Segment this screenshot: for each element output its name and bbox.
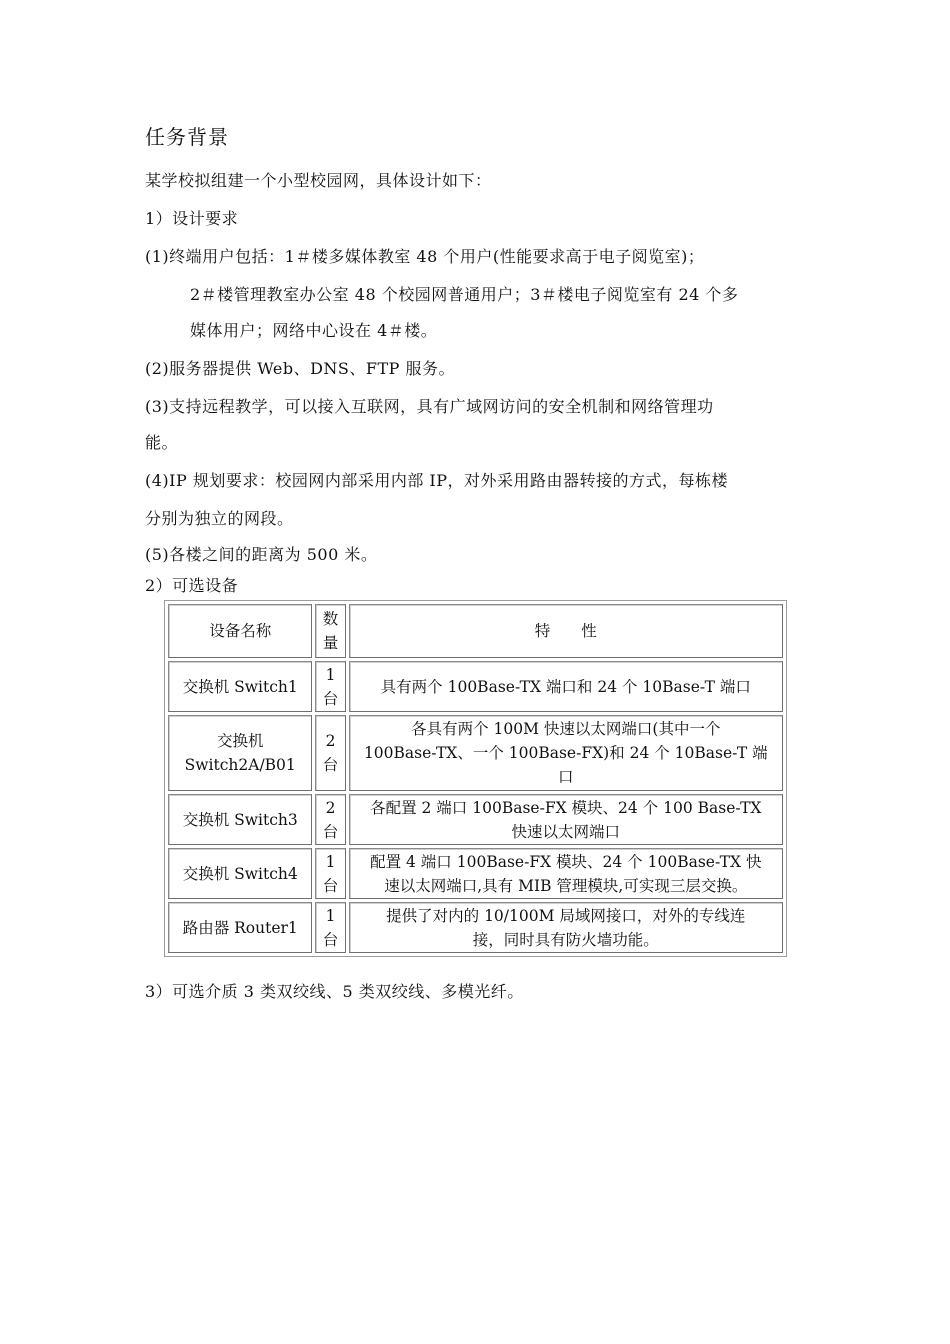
quantity-cell xyxy=(315,848,345,899)
device-name-cell xyxy=(168,661,312,712)
table-row xyxy=(168,848,783,899)
requirement-1-line-1: (1)终端用户包括：1＃楼多媒体教室 48 个用户(性能要求高于电子阅览室)； xyxy=(145,247,705,266)
feature-line: 具有两个 100Base-TX 端口和 24 个 10Base-T 端口 xyxy=(380,677,751,696)
quantity-unit: 台 xyxy=(322,930,339,949)
requirement-4-line-1: (4)IP 规划要求：校园网内部采用内部 IP，对外采用路由器转接的方式，每栋楼 xyxy=(145,471,729,490)
quantity-number: 1 xyxy=(325,906,336,925)
feature-line: 接，同时具有防火墙功能。 xyxy=(472,930,659,949)
header-quantity-line-1: 数 xyxy=(322,610,339,628)
device-name-line: Switch2A/B01 xyxy=(184,756,296,774)
table-row xyxy=(168,902,783,953)
quantity-number: 2 xyxy=(325,732,336,750)
quantity-unit: 台 xyxy=(322,876,339,895)
feature-line: 配置 4 端口 100Base-FX 模块、24 个 100Base-TX 快 xyxy=(370,852,762,871)
requirement-5: (5)各楼之间的距离为 500 米。 xyxy=(145,545,378,564)
table-row xyxy=(168,794,783,845)
requirement-1-line-3: 媒体用户；网络中心设在 4＃楼。 xyxy=(190,321,438,340)
feature-line: 各具有两个 100M 快速以太网端口(其中一个 xyxy=(411,720,721,738)
device-name-line: 交换机 xyxy=(216,732,264,750)
feature-line: 提供了对内的 10/100M 局域网接口，对外的专线连 xyxy=(386,906,746,925)
section-2-title: 2）可选设备 xyxy=(145,576,239,595)
requirement-3-line-1: (3)支持远程教学，可以接入互联网，具有广域网访问的安全机制和网络管理功 xyxy=(145,397,714,416)
device-name-line: 交换机 Switch1 xyxy=(182,677,298,696)
header-device-name: 设备名称 xyxy=(168,604,312,658)
quantity-cell xyxy=(315,715,345,791)
requirement-4-line-2: 分别为独立的网段。 xyxy=(145,509,294,528)
device-name-line: 交换机 Switch3 xyxy=(182,810,298,829)
feature-line: 快速以太网端口 xyxy=(511,822,621,841)
table-header-row xyxy=(168,604,783,658)
feature-line: 100Base-TX、一个 100Base-FX)和 24 个 10Base-T 端 xyxy=(363,744,768,762)
requirement-2: (2)服务器提供 Web、DNS、FTP 服务。 xyxy=(145,359,456,378)
quantity-cell xyxy=(315,794,345,845)
quantity-unit: 台 xyxy=(322,822,339,841)
feature-cell xyxy=(349,902,783,953)
quantity-number: 2 xyxy=(325,798,336,817)
equipment-table xyxy=(164,600,787,957)
header-quantity-line-2: 量 xyxy=(322,634,339,652)
header-features: 特 性 xyxy=(349,604,783,658)
quantity-number: 1 xyxy=(325,852,336,871)
page-title: 任务背景 xyxy=(145,125,229,149)
feature-cell xyxy=(349,794,783,845)
feature-cell xyxy=(349,848,783,899)
device-name-cell xyxy=(168,848,312,899)
table-row xyxy=(168,661,783,712)
device-name-line: 交换机 Switch4 xyxy=(182,864,298,883)
section-1-title: 1）设计要求 xyxy=(145,209,239,228)
quantity-cell xyxy=(315,902,345,953)
requirement-3-line-2: 能。 xyxy=(145,433,179,452)
feature-cell xyxy=(349,661,783,712)
quantity-number: 1 xyxy=(325,665,336,684)
requirement-1-line-2: 2＃楼管理教室办公室 48 个校园网普通用户；3＃楼电子阅览室有 24 个多 xyxy=(190,285,739,304)
section-3-media: 3）可选介质 3 类双绞线、5 类双绞线、多模光纤。 xyxy=(145,982,524,1001)
device-name-cell xyxy=(168,902,312,953)
feature-cell xyxy=(349,715,783,791)
quantity-unit: 台 xyxy=(322,756,339,774)
feature-line: 各配置 2 端口 100Base-FX 模块、24 个 100 Base-TX xyxy=(370,798,762,817)
device-name-line: 路由器 Router1 xyxy=(182,918,298,937)
table-row xyxy=(168,715,783,791)
feature-line: 口 xyxy=(558,768,574,786)
quantity-cell xyxy=(315,661,345,712)
device-name-cell xyxy=(168,794,312,845)
feature-line: 速以太网端口,具有 MIB 管理模块,可实现三层交换。 xyxy=(384,876,748,895)
header-quantity xyxy=(315,604,345,658)
device-name-cell xyxy=(168,715,312,791)
quantity-unit: 台 xyxy=(322,689,339,708)
intro-paragraph: 某学校拟组建一个小型校园网，具体设计如下： xyxy=(145,171,492,190)
